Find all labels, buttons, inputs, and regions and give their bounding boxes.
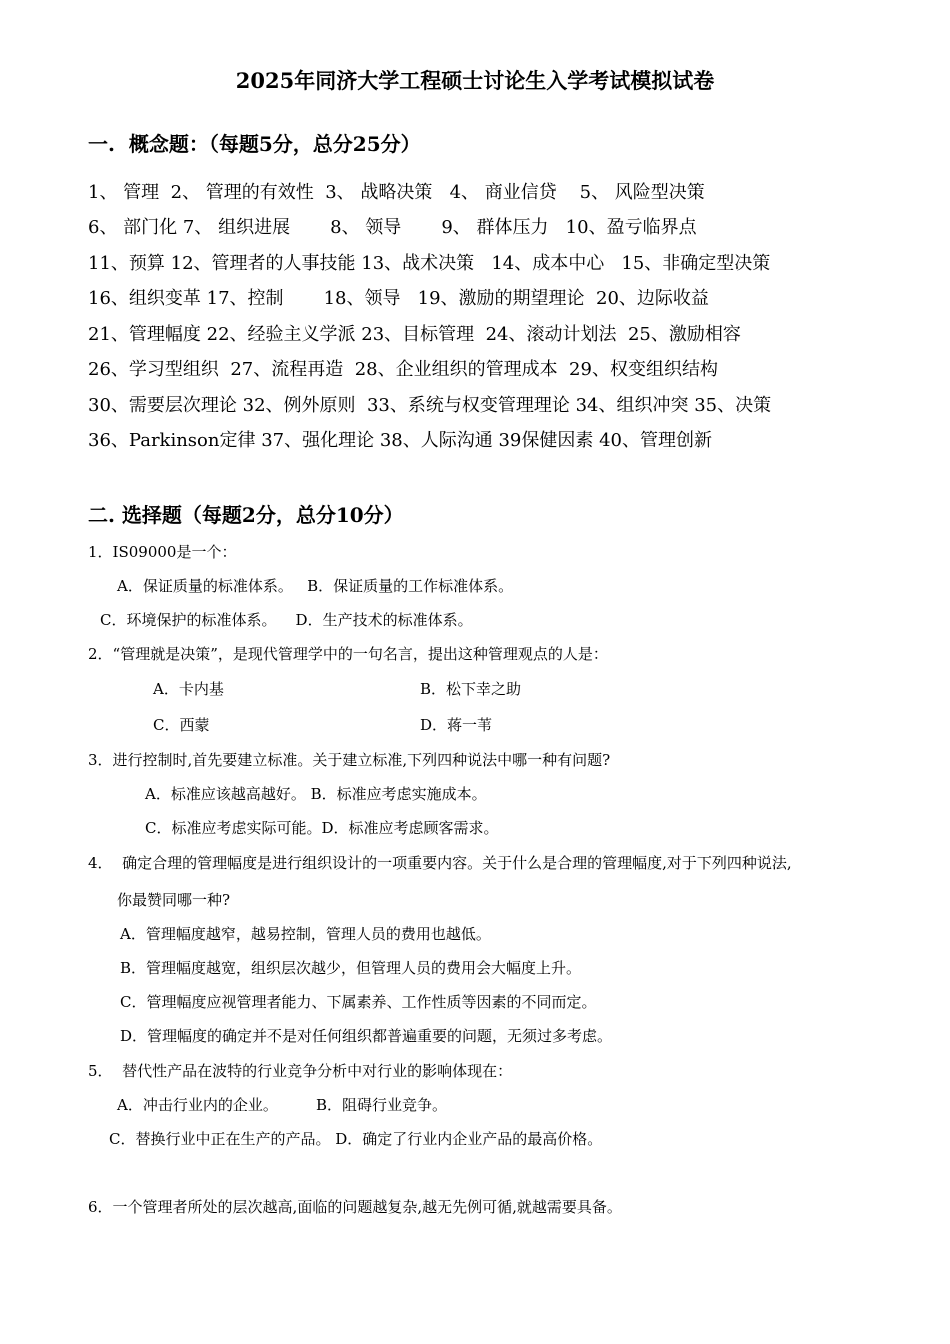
question-4-option-d: D．管理幅度的确定并不是对任何组织都普遍重要的问题，无须过多考虑。 [120,1027,613,1045]
question-4-stem-continued: 你最赞同哪一种? [117,891,231,909]
question-3-stem: 3．进行控制时,首先要建立标准。关于建立标准,下列四种说法中哪一种有问题? [88,751,611,769]
question-4-stem: 4． 确定合理的管理幅度是进行组织设计的一项重要内容。关于什么是合理的管理幅度,对于下列四种说法, [88,854,792,872]
question-5-options-cd: C．替换行业中正在生产的产品。 D．确定了行业内企业产品的最高价格。 [109,1130,603,1148]
question-4-option-a: A．管理幅度越窄，越易控制，管理人员的费用也越低。 [120,925,491,943]
concept-line: 30、需要层次理论 32、例外原则 33、系统与权变管理理论 34、组织冲突 35、决策 [88,395,772,416]
concept-line: 26、学习型组织 27、流程再造 28、企业组织的管理成本 29、权变组织结构 [88,359,718,380]
question-5-options-ab: A．冲击行业内的企业。 B．阻碍行业竞争。 [117,1096,448,1114]
question-1-stem: 1．IS09000是一个： [88,543,237,561]
question-2-option-b: B．松下幸之助 [420,680,522,698]
question-1-options-cd: C．环境保护的标准体系。 D．生产技术的标准体系。 [100,611,473,629]
concept-line: 11、预算 12、管理者的人事技能 13、战术决策 14、成本中心 15、非确定型决策 [88,253,771,274]
question-2-option-c: C．西蒙 [153,716,210,734]
question-4-option-c: C．管理幅度应视管理者能力、下属素养、工作性质等因素的不同而定。 [120,993,597,1011]
concept-line: 36、Parkinson定律 37、强化理论 38、人际沟通 39保健因素 40、管理创新 [88,430,712,451]
exam-title: 2025年同济大学工程硕士讨论生入学考试模拟试卷 [235,68,715,93]
question-2-stem: 2．“管理就是决策”，是现代管理学中的一句名言，提出这种管理观点的人是： [88,645,608,663]
section1-heading: 一. 概念题：（每题5分，总分25分） [88,132,421,156]
concept-line: 6、 部门化 7、 组织进展 8、 领导 9、 群体压力 10、盈亏临界点 [88,217,697,238]
question-3-options-ab: A．标准应该越高越好。 B．标准应考虑实施成本。 [145,785,487,803]
question-4-option-b: B．管理幅度越宽，组织层次越少，但管理人员的费用会大幅度上升。 [120,959,582,977]
question-6-stem: 6．一个管理者所处的层次越高,面临的问题越复杂,越无先例可循,就越需要具备。 [88,1198,622,1216]
question-3-options-cd: C．标准应考虑实际可能。D．标准应考虑顾客需求。 [145,819,499,837]
question-2-option-d: D．蒋一苇 [420,716,493,734]
concept-line: 21、管理幅度 22、经验主义学派 23、目标管理 24、滚动计划法 25、激励相容 [88,324,741,345]
question-1-options-ab: A．保证质量的标准体系。 B．保证质量的工作标准体系。 [117,577,514,595]
question-5-stem: 5． 替代性产品在波特的行业竞争分析中对行业的影响体现在： [88,1062,513,1080]
concept-line: 16、组织变革 17、控制 18、领导 19、激励的期望理论 20、边际收益 [88,288,709,309]
question-2-option-a: A．卡内基 [153,680,224,698]
section2-heading: 二. 选择题（每题2分，总分10分） [88,503,404,527]
concept-line: 1、 管理 2、 管理的有效性 3、 战略决策 4、 商业信贷 5、 风险型决策 [88,182,705,203]
